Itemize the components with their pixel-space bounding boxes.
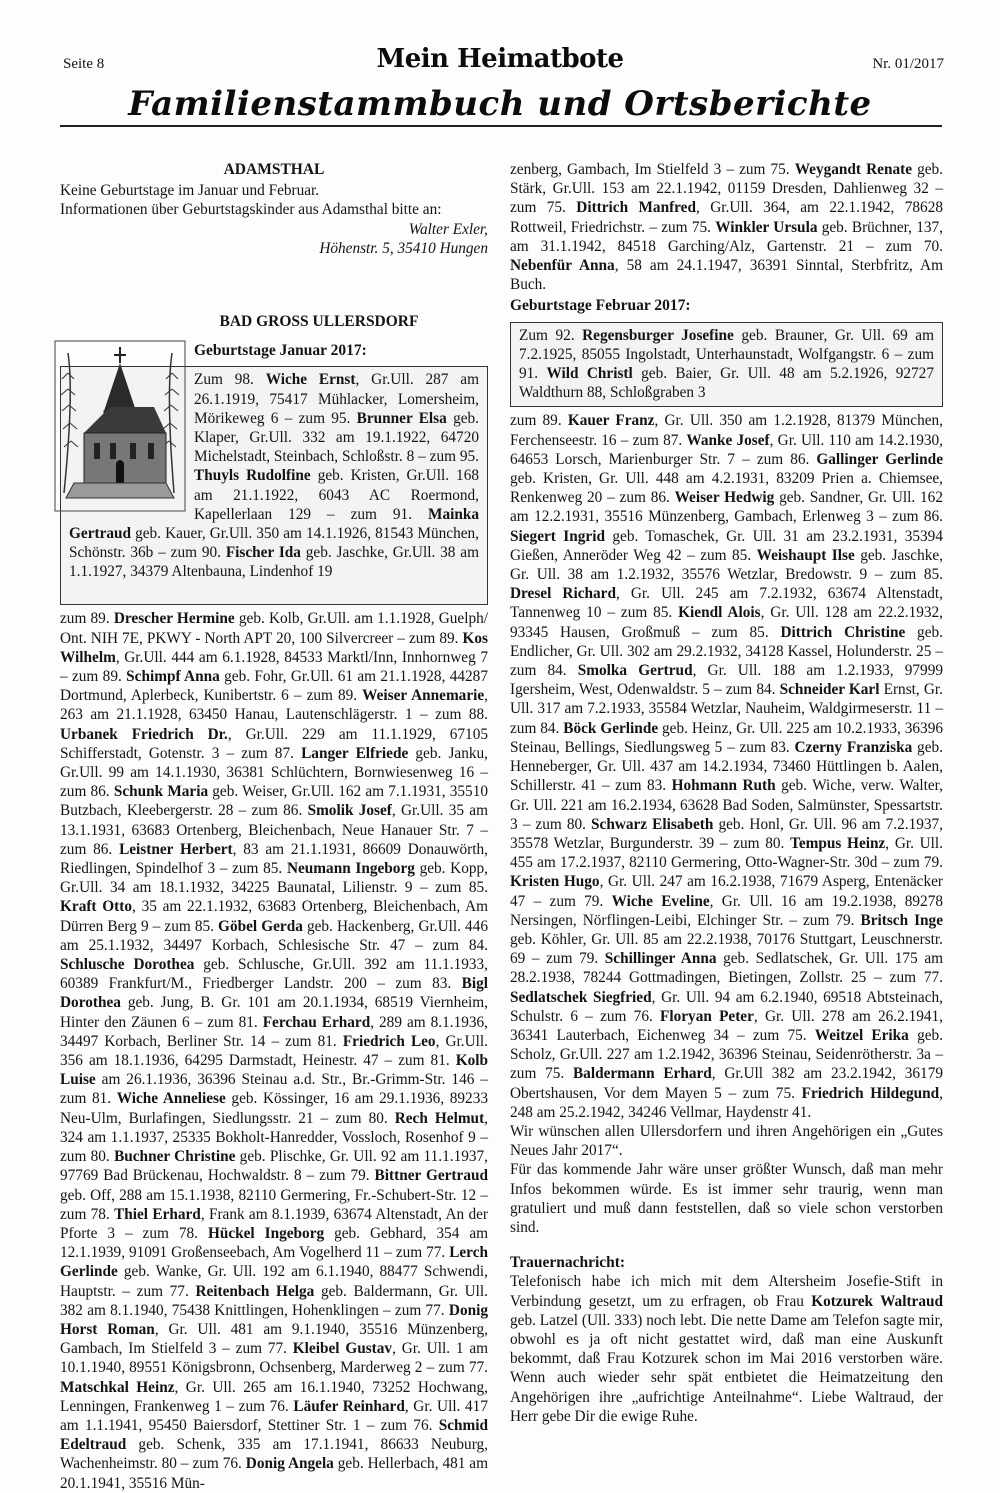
entry-details: geb. Jaschke, Gr.Ull. 38 am 1.1.1927, 34379 Altenbauna, Lindenhof 19 [69, 544, 479, 581]
issue-number: Nr. 01/2017 [872, 56, 944, 72]
entry-name: Bittner Gertraud [374, 1167, 488, 1185]
entry-details: Ernst, Gr. Ull. 317 am 7.2.1933, 35584 Wetzlar, Nauheim, Waldgirmeserstr. 11 – zum 84. [510, 681, 943, 737]
entry-details: geb. Wiche, verw. Walter, Gr. Ull. 221 am 16.2.1934, 63628 Bad Soden, Salmünster, Spessartstr. 3 – zum 80. [510, 777, 943, 833]
entry-details: geb. Fohr, Gr.Ull. 61 am 21.1.1928, 44287 Dortmund, Aplerbeck, Kunibertstr. 6 – zum 89. [60, 668, 488, 705]
entry-details: geb. Hellerbach, 481 am 20.1.1941, 35516 Mün- [60, 1455, 488, 1492]
entry-details: , Gr.Ull. 287 am 26.1.1919, 75417 Mühlacker, Lomersheim, Mörikeweg 6 – zum 95. [194, 371, 479, 427]
entry-name: Winkler Ursula [715, 218, 818, 236]
entry-name: Schunk Maria [113, 783, 209, 801]
entry-details: , Gr. Ull. 94 am 6.2.1940, 69518 Abtsteinach, Schulstr. 6 – zum 76. [510, 988, 943, 1025]
entry-details: geb. Henneberger, Gr. Ull. 437 am 14.2.1934, 73460 Hüttlingen b. Aalen, Schillerstr. 41 – zum 83. [510, 738, 943, 795]
entry-name: Fischer Ida [225, 544, 301, 562]
entry-details: , Gr. Ull. 265 am 16.1.1940, 73252 Hochwang, Lenningen, Frankenweg 1 – zum 76. [60, 1378, 488, 1415]
trauer-text-b: geb. Latzel (Ull. 333) noch lebt. Die nette Dame am Telefon sagte mir, obwohl es ja oft nicht gestattet wird, daß man eine Auskunft bekommt, daß Frau Kotzurek schon im Mai 2016 verstorben wäre. Wenn auch wieder sehr spät entbietet die Heimatzeitung den Angehörigen ihre „aufrichtige Anteilnahme“. Liebe Waltraud, der Herr gebe Dir die ewige Ruhe. [510, 1311, 943, 1425]
entry-details: geb. Kristen, Gr. Ull. 448 am 4.2.1931, 83209 Prien a. Chiemsee, Renkenweg 20 – zum 86. [510, 470, 943, 507]
trauer-heading: Trauernachricht: [510, 1254, 626, 1272]
entry-name: Kos Wilhelm [60, 629, 488, 666]
entry-name: Weiser Hedwig [674, 489, 775, 507]
contact-address: Höhenstr. 5, 35410 Hungen [319, 239, 488, 257]
entry-name: Wiche Eveline [611, 892, 710, 910]
entry-name: Regensburger Josefine [582, 326, 734, 344]
entry-details: , 83 am 21.1.1931, 86609 Donauwörth, Riedlingen, Spindelhof 3 – zum 85. [60, 840, 488, 878]
left-prefix: zum 89. [60, 610, 114, 628]
entry-name: Floryan Peter [660, 1007, 754, 1025]
entry-details: geb. Weiser, Gr.Ull. 162 am 7.1.1931, 35510 Butzbach, Kleebergerstr. 28 – zum 86. [60, 783, 488, 820]
entry-name: Schlusche Dorothea [60, 956, 195, 974]
masthead-logo: Mein Heimatbote [376, 44, 624, 74]
trauer-name: Kotzurek Waltraud [811, 1292, 943, 1310]
entry-name: Weitzel Erika [814, 1026, 909, 1044]
entry-details: geb. Heinz, Gr. Ull. 225 am 10.2.1933, 36396 Steinau, Bellings, Siedlungsweg 5 – zum 83. [510, 719, 944, 756]
feb-list-entries [510, 412, 943, 1120]
right-column [510, 160, 943, 1426]
entry-name: Kolb Luise [60, 1052, 488, 1089]
entry-details: geb. Klaper, Gr.Ull. 332 am 19.1.1922, 64720 Michelstadt, Steinbach, Schloßstr. 8 – zum 95. [194, 409, 479, 466]
feb-prefix: zum 89. [510, 412, 568, 430]
entry-name: Langer Elfriede [301, 744, 409, 762]
entry-name: Wild Christl [546, 365, 633, 383]
entry-name: Kauer Franz [567, 412, 655, 430]
entry-name: Brunner Elsa [356, 409, 447, 427]
entry-details: geb. Kristen, Gr.Ull. 168 am 21.1.1922, 6043 AC Roermond, Kapellerlaan 129 – zum 91. [194, 467, 479, 523]
entry-name: Schimpf Anna [126, 668, 220, 686]
heading-bad-gross-ullersdorf: BAD GROSS ULLERSDORF [219, 313, 419, 330]
entry-details: zenberg, Gambach, Im Stielfeld 3 – zum 75. [510, 161, 795, 178]
entry-name: Thuyls Rudolfine [194, 467, 311, 485]
entry-name: Mainka Gertraud [69, 505, 479, 543]
entry-details: geb. Baldermann, Gr. Ull. 382 am 8.1.1940, 75438 Knittlingen, Hohenklingen – zum 77. [60, 1282, 488, 1319]
entry-details: , Gr. Ull. 16 am 19.2.1938, 89278 Nersingen, Nörflingen-Leibi, Elchinger Str. – zum 79. [510, 892, 943, 929]
entry-name: Kraft Otto [60, 898, 133, 916]
entry-details: geb. Off, 288 am 15.1.1938, 82110 Germering, Fr.-Schubert-Str. 12 – zum 78. [60, 1186, 488, 1223]
entry-details: , Gr.Ull 382 am 23.2.1942, 36179 Obertshausen, Vor dem Mayen 5 – zum 75. [510, 1065, 943, 1102]
entry-name: Schneider Karl [779, 681, 880, 699]
heading-adamsthal: ADAMSTHAL [223, 161, 325, 178]
entry-name: Dresel Richard [510, 585, 616, 603]
entry-details: , Frank am 8.1.1939, 63674 Altenstadt, An der Pforte 3 – zum 78. [60, 1205, 488, 1242]
entry-name: Hohmann Ruth [671, 777, 776, 795]
entry-name: Wiche Ernst [265, 371, 356, 389]
jan-list [60, 609, 488, 1492]
section-title: Familienstammbuch und Ortsberichte [128, 84, 872, 124]
entry-name: Baldermann Erhard [572, 1065, 712, 1083]
entry-name: Smolik Josef [307, 802, 392, 820]
entry-details: geb. Köhler, Gr. Ull. 85 am 22.2.1938, 70176 Stuttgart, Leuschnerstr. 69 – zum 79. [510, 930, 943, 968]
entry-details: , Gr.Ull. 444 am 6.1.1928, 84533 Marktl/Inn, Innhornweg 7 – zum 89. [60, 648, 488, 686]
entry-name: Czerny Franziska [794, 738, 913, 756]
entry-name: Weiser Annemarie [362, 687, 485, 705]
entry-details: , Gr. Ull. 247 am 16.2.1938, 71679 Asperg, Entenäcker 47 – zum 79. [510, 873, 943, 910]
entry-name: Siegert Ingrid [510, 527, 605, 545]
entry-details: , Gr. Ull. 455 am 17.2.1937, 82110 Germering, Otto-Wagner-Str. 30d – zum 79. [510, 834, 944, 872]
entry-details: , Gr. Ull. 1 am 10.1.1940, 89551 Königsbronn, Ochsenberg, Marderweg 2 – zum 77. [60, 1340, 489, 1377]
entry-details: , 248 am 25.2.1942, 34246 Vellmar, Haydenstr 41. [510, 1084, 943, 1121]
entry-name: Friedrich Leo [342, 1032, 436, 1050]
entry-name: Schmid Edeltraud [60, 1416, 488, 1454]
trauer-text [510, 1272, 943, 1426]
entry-details: , 263 am 21.1.1928, 63450 Hanau, Lautenschlägerstr. 1 – zum 88. [60, 687, 488, 724]
entry-details: geb. Sedlatschek, Gr. Ull. 175 am 28.2.1938, 78244 Gottmadingen, Bietingen, Zollstr. 25 – zum 77. [510, 950, 944, 987]
entry-name: Rech Helmut [394, 1109, 485, 1127]
box-prefix: Zum 98. [194, 371, 266, 389]
wish-text: Wir wünschen allen Ullersdorfern und ihren Angehörigen ein „Gutes Neues Jahr 2017“. [510, 1122, 943, 1160]
entry-details: geb. Janku, Gr.Ull. 99 am 14.1.1930, 36381 Schlüchtern, Bornwiesenweg 16 – zum 86. [60, 744, 488, 801]
entry-name: Buchner Christine [114, 1148, 236, 1166]
entry-details: geb. Brauner, Gr. Ull. 69 am 7.2.1925, 85055 Ingolstadt, Unterhaunstadt, Wolfgangstr. 6 – zum 91. [519, 326, 934, 383]
entry-name: Kristen Hugo [510, 873, 600, 891]
entry-details: , 324 am 1.1.1937, 25335 Bokholt-Hanredder, Vossloch, Rosenhof 9 – zum 80. [60, 1109, 488, 1166]
entry-name: Kleibel Gustav [292, 1340, 393, 1358]
entry-details: geb. Brüchner, 137, am 31.1.1942, 84518 Garching/Alz, Gartenstr. 21 – zum 70. [510, 218, 944, 255]
entry-name: Schwarz Elisabeth [591, 815, 714, 833]
entry-details: , Gr.Ull. 229 am 11.1.1929, 67105 Schifferstadt, Gotenstr. 3 – zum 87. [60, 725, 488, 762]
page-number: Seite 8 [63, 56, 105, 72]
trauer-text-a: Telefonisch habe ich mich mit dem Altersheim Josefie-Stift in Verbindung gesetzt, um zu erfragen, ob Frau [510, 1273, 943, 1310]
entry-name: Smolka Gertrud [577, 662, 693, 680]
entry-details: , Gr. Ull. 110 am 14.2.1930, 64653 Lorsch, Marienburger Str. 7 – zum 86. [510, 431, 943, 468]
entry-details: geb. Jung, B. Gr. 101 am 20.1.1934, 68519 Viernheim, Hinter den Zäunen 6 – zum 81. [60, 994, 488, 1031]
entry-name: Tempus Heinz [790, 834, 886, 852]
entry-name: Dittrich Christine [780, 623, 906, 641]
entry-details: , Gr.Ull. 364, am 22.1.1942, 78628 Rottweil, Friedrichstr. – zum 75. [510, 199, 943, 236]
feb-highlight-box [510, 322, 943, 408]
entry-name: Donig Angela [245, 1455, 334, 1473]
entry-details: , Gr. Ull. 128 am 22.2.1932, 93345 Hausen, Großmuß – zum 85. [510, 604, 943, 641]
feb-box-prefix: Zum 92. [519, 326, 583, 344]
entry-details: geb. Plischke, Gr. Ull. 92 am 11.1.1937, 97769 Bad Brückenau, Hochwaldstr. 8 – zum 79. [60, 1148, 488, 1185]
entry-details: , Gr.Ull. 35 am 13.1.1931, 63683 Ortenberg, Bleichenbach, Neue Hanauer Str. 7 – zum 86. [60, 802, 488, 858]
church-illustration-icon [54, 333, 186, 517]
entry-name: Weygandt Renate [794, 161, 912, 178]
adamsthal-text-2: Informationen über Geburtstagskinder aus Adamsthal bitte an: [60, 201, 442, 219]
bgu-section [60, 312, 488, 1493]
entry-name: Leistner Herbert [119, 840, 233, 858]
entry-name: Nebenfür Anna [510, 257, 615, 275]
entry-name: Donig Horst Roman [60, 1301, 488, 1338]
feb-list [510, 411, 943, 1122]
adamsthal-text-1: Keine Geburtstage im Januar und Februar. [60, 182, 320, 200]
jan-list-entries [60, 610, 488, 1491]
entry-name: Böck Gerlinde [563, 719, 659, 737]
right-top-entries [510, 160, 943, 294]
contact-name: Walter Exler, [408, 220, 488, 238]
entry-name: Dittrich Manfred [576, 199, 696, 217]
entry-details: , Gr. Ull. 350 am 1.2.1928, 81379 München, Ferchenseestr. 16 – zum 87. [510, 412, 943, 449]
entry-name: Kiendl Alois [678, 604, 761, 622]
entry-name: Thiel Erhard [114, 1205, 201, 1223]
entry-details: , Gr.Ull. 356 am 18.1.1936, 64295 Darmstadt, Heinestr. 47 – zum 81. [60, 1032, 489, 1070]
entry-details: geb. Scholz, Gr.Ull. 227 am 1.2.1942, 36396 Steinau, Seidenrötherstr. 3a – zum 75. [510, 1026, 943, 1083]
entry-name: Lerch Gerlinde [60, 1244, 488, 1281]
entry-name: Drescher Hermine [113, 610, 235, 628]
entry-name: Sedlatschek Siegfried [510, 988, 652, 1006]
entry-name: Urbanek Friedrich Dr. [60, 725, 228, 743]
feb-box-entries [519, 327, 934, 402]
entry-details: geb. Wanke, Gr. Ull. 192 am 6.1.1940, 88477 Schwendi, Hauptstr. – zum 77. [60, 1263, 488, 1300]
entry-name: Weishaupt Ilse [756, 546, 855, 564]
entry-details: geb. Hackenberg, Gr.Ull. 446 am 25.1.1932, 34497 Korbach, Schlesische Str. 47 – zum 84. [60, 917, 488, 954]
entry-details: geb. Endlicher, Gr. Ull. 302 am 29.2.1932, 34128 Kassel, Holunderstr. 25 – zum 84. [510, 623, 943, 680]
entry-details: , 35 am 22.1.1932, 63683 Ortenberg, Bleichenbach, Am Dürren Berg 9 – zum 85. [60, 898, 489, 935]
entry-name: Wanke Josef [686, 431, 770, 449]
entry-name: Göbel Gerda [218, 917, 303, 935]
entry-details: geb. Kauer, Gr.Ull. 350 am 14.1.1926, 81543 München, Schönstr. 36b – zum 90. [69, 525, 479, 562]
entry-name: Matschkal Heinz [60, 1378, 175, 1396]
entry-name: Läufer Reinhard [293, 1397, 405, 1415]
entry-details: geb. Tomaschek, Gr. Ull. 31 am 23.2.1931, 35394 Gießen, Anneröder Weg 42 – zum 85. [510, 527, 943, 564]
entry-details: geb. Kössinger, 16 am 29.1.1936, 89233 Neu-Ulm, Burlafingen, Siedlungsstr. 21 – zum 80. [60, 1090, 488, 1127]
entry-details: , Gr. Ull. 481 am 9.1.1940, 35516 Münzenberg, Gambach, Im Stielfeld 3 – zum 77. [60, 1320, 488, 1358]
entry-details: , Gr. Ull. 245 am 7.2.1932, 63674 Altenstadt, Tannenweg 10 – zum 85. [510, 585, 943, 622]
entry-details: , 58 am 24.1.1947, 36391 Sinntal, Sterbfritz, Am Buch. [510, 257, 943, 294]
entry-details: , 289 am 8.1.1936, 34497 Korbach, Berliner Str. 14 – zum 81. [60, 1013, 488, 1050]
feb-box-text [519, 326, 934, 403]
entry-name: Bigl Dorothea [60, 975, 488, 1012]
header-rule [60, 125, 942, 127]
entry-name: Britsch Inge [860, 911, 943, 929]
entry-details: geb. Kolb, Gr.Ull. am 1.1.1928, Guelph/ Ont. NIH 7E, PKWY - North APT 20, 100 Silvercreer – zum 89. [60, 610, 488, 647]
entry-details: am 26.1.1936, 36396 Steinau a.d. Str., Br.-Grimm-Str. 146 – zum 81. [60, 1071, 488, 1108]
entry-name: Neumann Ingeborg [286, 860, 415, 878]
entry-details: geb. Sandner, Gr. Ull. 162 am 12.2.1931, 35516 Münzenberg, Gambach, Erlenweg 3 – zum 86. [510, 489, 943, 526]
entry-details: , Gr. Ull. 417 am 1.1.1941, 95450 Baiersdorf, Stettiner Str. 1 – zum 76. [60, 1397, 488, 1434]
entry-details: geb. Schenk, 335 am 17.1.1941, 86633 Neuburg, Wachenheimstr. 80 – zum 76. [60, 1436, 488, 1473]
entry-details: geb. Honl, Gr. Ull. 96 am 7.2.1937, 35578 Wetzlar, Burgunderstr. 39 – zum 80. [510, 815, 943, 852]
entry-name: Ferchau Erhard [262, 1013, 371, 1031]
entry-name: Reitenbach Helga [195, 1282, 315, 1300]
entry-details: geb. Baier, Gr. Ull. 48 am 5.2.1926, 92727 Waldthurn 88, Schloßgraben 3 [519, 365, 934, 402]
entry-details: , Gr. Ull. 278 am 26.2.1941, 36341 Lauterbach, Eichenweg 34 – zum 75. [510, 1007, 943, 1044]
entry-name: Friedrich Hildegund [801, 1084, 940, 1102]
feb-heading: Geburtstage Februar 2017: [510, 297, 691, 315]
entry-details: geb. Gebhard, 354 am 12.1.1939, 91091 Großenseebach, Am Vogelherd 11 – zum 77. [60, 1224, 489, 1262]
left-column [60, 160, 488, 258]
entry-details: geb. Jaschke, Gr. Ull. 38 am 1.2.1932, 35576 Wetzlar, Bredowstr. 9 – zum 85. [510, 546, 943, 584]
entry-name: Gallinger Gerlinde [816, 450, 943, 468]
entry-name: Schillinger Anna [604, 950, 717, 968]
entry-details: geb. Schlusche, Gr.Ull. 392 am 11.1.1933, 60389 Frankfurt/M., Friedberger Landstr. 200 – zum 83. [60, 956, 488, 993]
entry-details: geb. Stärk, Gr.Ull. 153 am 22.1.1942, 01159 Dresden, Dahlienweg 32 – zum 75. [510, 161, 943, 217]
entry-details: , Gr. Ull. 188 am 1.2.1933, 97999 Igersheim, West, Odenwaldstr. 5 – zum 84. [510, 662, 943, 699]
jan-heading: Geburtstage Januar 2017: [194, 342, 367, 360]
entry-details: geb. Kopp, Gr.Ull. 34 am 18.1.1932, 34225 Baunatal, Lilienstr. 9 – zum 85. [60, 860, 488, 897]
wish-text-2: Für das kommende Jahr wäre unser größter Wunsch, daß man mehr Infos bekommen würde. Es ist immer sehr traurig, wenn man gratuliert und muß dann feststellen, daß so viele schon verstorben sind. [510, 1161, 943, 1236]
entry-name: Wiche Anneliese [116, 1090, 226, 1108]
entry-name: Hückel Ingeborg [207, 1224, 325, 1242]
